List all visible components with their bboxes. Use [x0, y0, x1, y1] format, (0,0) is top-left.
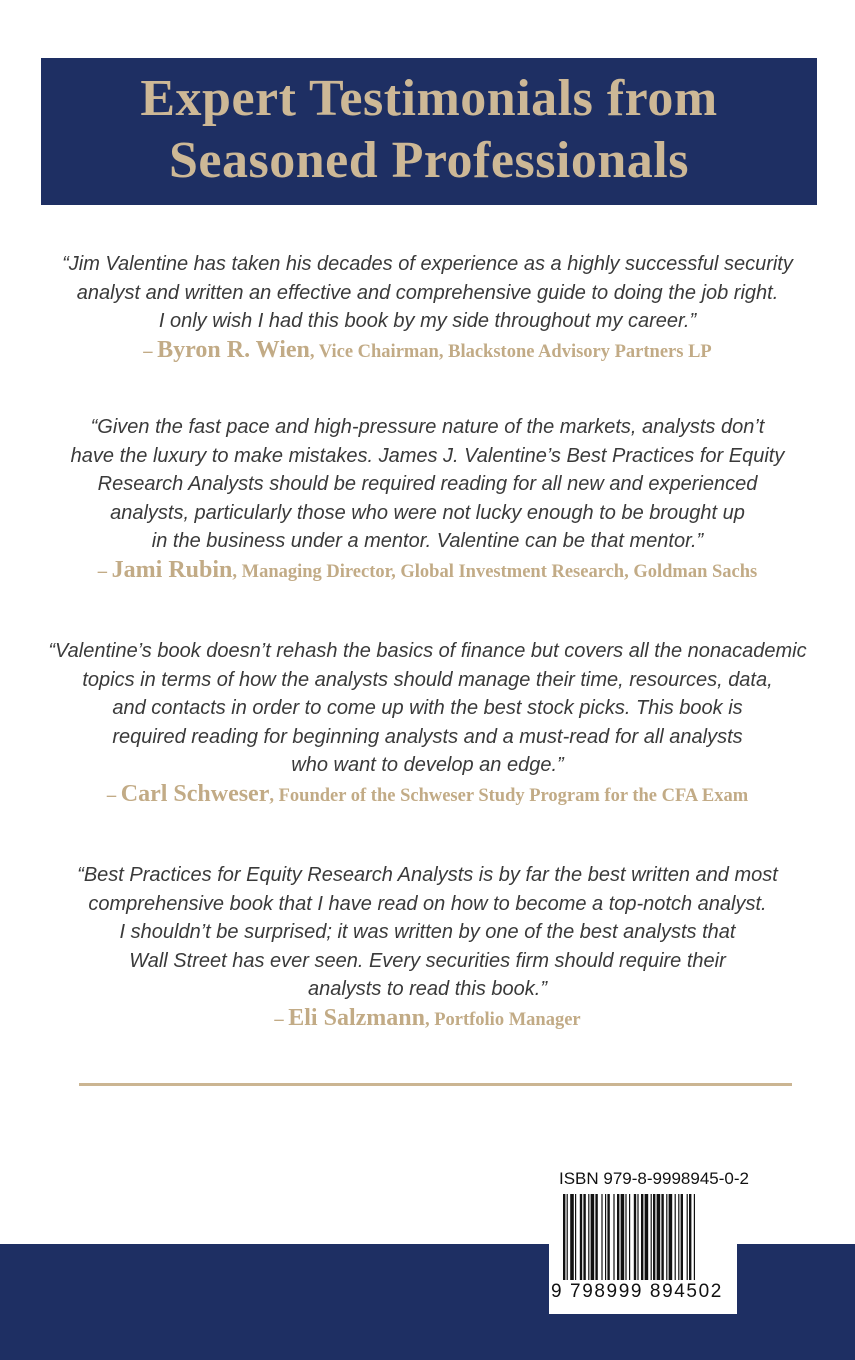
testimonial-attribution: [0, 1004, 855, 1034]
header-title-line-2: Seasoned Professionals: [169, 132, 689, 189]
barcode-bar: [570, 1194, 574, 1280]
quote-line: “Best Practices for Equity Research Analysts is by far the best written and most: [77, 864, 778, 886]
testimonial-quote: [0, 250, 855, 336]
testimonial-eli-salzmann: [0, 861, 855, 1034]
barcode-bar: [653, 1194, 655, 1280]
barcode-bar: [689, 1194, 691, 1280]
barcode-bar: [575, 1194, 576, 1280]
attribution-name: Carl Schweser: [120, 780, 270, 807]
barcode-bar: [678, 1194, 679, 1280]
barcode-bar: [605, 1194, 606, 1280]
quote-line: topics in terms of how the analysts should manage their time, resources, data,: [82, 668, 773, 691]
quote-line: Research Analysts should be required reading for all new and experienced: [97, 473, 758, 495]
isbn-label: ISBN 979-8-9998945-0-2: [559, 1169, 749, 1188]
barcode-bar: [591, 1194, 595, 1280]
quote-line: Wall Street has ever seen. Every securities firm should require their: [129, 949, 726, 972]
barcode-bar: [645, 1194, 649, 1280]
header-title-line-1: Expert Testimonials from: [140, 70, 718, 127]
barcode-bar: [661, 1194, 663, 1280]
testimonial-byron-wien: [0, 250, 855, 366]
quote-line: “Given the fast pace and high-pressure nature of the markets, analysts don’t: [90, 416, 765, 438]
testimonial-quote: [0, 861, 855, 1004]
quote-line: required reading for beginning analysts and a must-read for all analysts: [112, 725, 743, 748]
attribution-dash: –: [97, 561, 112, 582]
testimonial-quote: [0, 413, 855, 556]
barcode-bar: [595, 1194, 597, 1280]
barcode-bar: [583, 1194, 585, 1280]
isbn-barcode: [549, 1166, 749, 1314]
barcode-bar: [625, 1194, 626, 1280]
testimonial-attribution: [0, 336, 855, 366]
gold-divider: [79, 1083, 792, 1086]
barcode-bar: [607, 1194, 609, 1280]
barcode-bar: [634, 1194, 636, 1280]
barcode-bar: [687, 1194, 688, 1280]
quote-line: and contacts in order to come up with the best stock picks. This book is: [112, 697, 743, 719]
attribution-title: , Vice Chairman, Blackstone Advisory Partners LP: [309, 341, 712, 362]
testimonial-quote: [0, 637, 855, 780]
barcode-bar: [641, 1194, 643, 1280]
attribution-title: , Managing Director, Global Investment Research, Goldman Sachs: [232, 561, 758, 582]
quote-line: I shouldn’t be surprised; it was written by one of the best analysts that: [119, 921, 736, 943]
header-title: [41, 68, 817, 192]
barcode-bar: [666, 1194, 667, 1280]
quote-line: “Valentine’s book doesn’t rehash the basics of finance but covers all the nonacademic: [48, 640, 807, 662]
quote-line: analyst and written an effective and comprehensive guide to doing the job right.: [76, 281, 779, 304]
barcode-bar: [617, 1194, 619, 1280]
barcode-bar: [681, 1194, 683, 1280]
barcode-bar: [613, 1194, 614, 1280]
barcode-bar: [675, 1194, 676, 1280]
barcode-bar: [651, 1194, 652, 1280]
quote-line: I only wish I had this book by my side throughout my career.”: [158, 310, 697, 332]
attribution-dash: –: [143, 341, 158, 362]
barcode-bar: [567, 1194, 568, 1280]
quote-line: comprehensive book that I have read on how to become a top-notch analyst.: [88, 892, 767, 915]
attribution-name: Eli Salzmann: [288, 1004, 425, 1031]
attribution-name: Byron R. Wien: [157, 336, 310, 363]
barcode-bar: [637, 1194, 638, 1280]
barcode-bars: [549, 1194, 737, 1280]
quote-line: who want to develop an edge.”: [291, 754, 564, 776]
barcode-bar: [580, 1194, 582, 1280]
barcode-bar: [694, 1194, 695, 1280]
quote-line: analysts, particularly those who were not lucky enough to be brought up: [110, 501, 745, 524]
testimonial-jami-rubin: [0, 413, 855, 586]
testimonial-attribution: [0, 556, 855, 586]
quote-line: have the luxury to make mistakes. James J. Valentine’s Best Practices for Equity: [70, 444, 785, 467]
barcode-bar: [669, 1194, 673, 1280]
barcode-bar: [621, 1194, 625, 1280]
attribution-name: Jami Rubin: [111, 556, 233, 583]
quote-line: in the business under a mentor. Valentine can be that mentor.”: [151, 530, 704, 552]
barcode-bar: [601, 1194, 602, 1280]
barcode-digits: 9 798999 894502: [551, 1281, 723, 1302]
attribution-dash: –: [274, 1009, 289, 1030]
barcode-bar: [629, 1194, 630, 1280]
attribution-title: , Portfolio Manager: [424, 1009, 581, 1030]
quote-line: “Jim Valentine has taken his decades of experience as a highly successful security: [62, 253, 793, 275]
barcode-bar: [588, 1194, 589, 1280]
quote-line: analysts to read this book.”: [307, 978, 547, 1000]
attribution-dash: –: [106, 785, 121, 806]
barcode-bar: [563, 1194, 565, 1280]
header-banner: [41, 58, 817, 205]
testimonial-attribution: [0, 780, 855, 810]
attribution-title: , Founder of the Schweser Study Program for the CFA Exam: [269, 785, 749, 806]
testimonial-carl-schweser: [0, 637, 855, 810]
barcode-bar: [657, 1194, 661, 1280]
